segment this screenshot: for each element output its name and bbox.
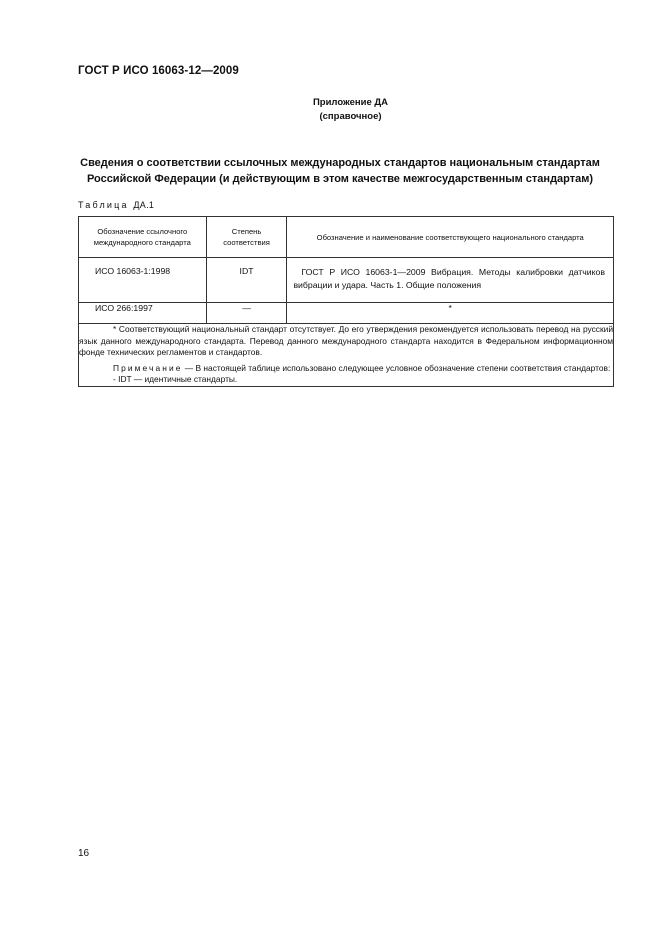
header-international-line-2: международного стандарта (93, 238, 191, 247)
header-degree (206, 217, 287, 258)
standards-table (78, 216, 614, 387)
table-row (79, 303, 614, 324)
page-number: 16 (78, 848, 90, 859)
annex-type: (справочное) (319, 111, 382, 122)
cell-international: ИСО 266:1997 (79, 303, 207, 324)
note-label: Примечание (113, 362, 183, 373)
header-national: Обозначение и наименование соответствующего национального стандарта (287, 217, 614, 258)
table-caption-word: Таблица (78, 200, 129, 210)
note-item: - IDT — идентичные стандарты. (113, 374, 238, 384)
table-notes-row (79, 324, 614, 387)
heading-line-1: Сведения о соответствии ссылочных международных стандартов национальным стандартам (80, 157, 600, 169)
table-notes (79, 324, 614, 387)
note (79, 363, 613, 375)
header-degree-line-2: соответствия (223, 238, 270, 247)
header-international-line-1: Обозначение ссылочного (97, 227, 188, 236)
cell-national: ГОСТ Р ИСО 16063-1—2009 Вибрация. Методы калибровки датчиков вибрации и удара. Часть 1. Общие положения (287, 258, 614, 303)
header-degree-line-1: Степень (231, 227, 262, 236)
note-text: — В настоящей таблице использовано следующее условное обозначение степени соответствия стандартов: (182, 362, 611, 373)
annex-title: Приложение ДА (312, 97, 389, 108)
cell-degree: IDT (206, 258, 287, 303)
cell-national: * (287, 303, 614, 324)
standard-code: ГОСТ Р ИСО 16063-12—2009 (78, 65, 239, 77)
table-caption (78, 200, 154, 210)
table-caption-number: ДА.1 (133, 200, 155, 210)
table-header-row (79, 217, 614, 258)
annex-header (0, 96, 661, 124)
table-row (79, 258, 614, 303)
heading-line-2: Российской Федерации (и действующим в этом качестве межгосударственным стандартам) (86, 173, 594, 185)
cell-international: ИСО 16063-1:1998 (79, 258, 207, 303)
cell-degree: — (206, 303, 287, 324)
section-heading (70, 155, 610, 187)
header-international (79, 217, 207, 258)
footnote: * Соответствующий национальный стандарт отсутствует. До его утверждения рекомендуется использовать перевод на русский язык данного международного стандарта. Перевод данного международного стандарта находится в Федеральном информационном фонде технических регламентов и стандартов. (79, 324, 613, 357)
